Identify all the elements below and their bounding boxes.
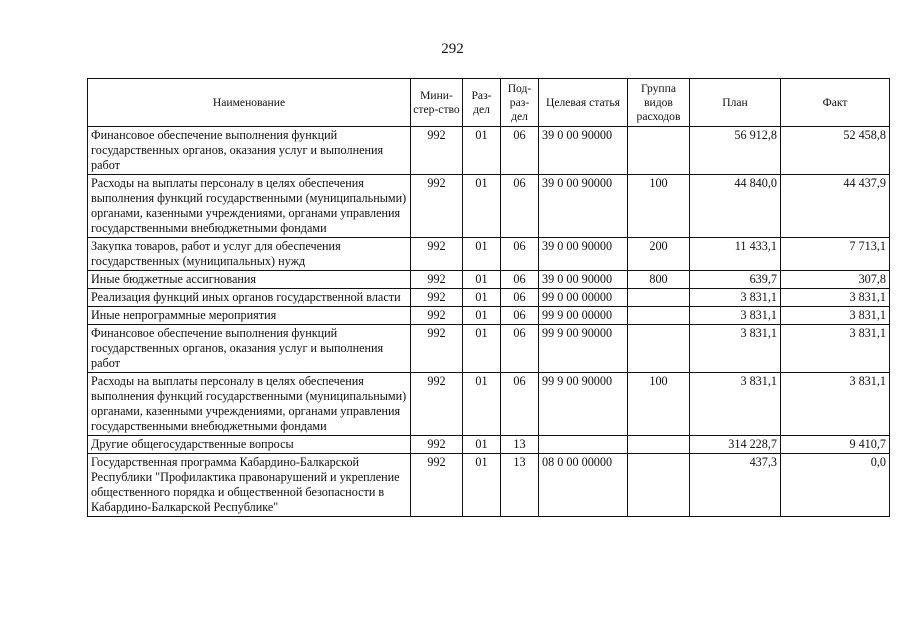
- cell-ministry: 992: [411, 454, 463, 517]
- cell-ministry: 992: [411, 307, 463, 325]
- cell-group: [628, 289, 690, 307]
- cell-plan: 11 433,1: [690, 238, 781, 271]
- cell-group: [628, 307, 690, 325]
- table-body: [88, 127, 890, 517]
- header-name: Наименование: [88, 79, 411, 127]
- cell-fact: 3 831,1: [781, 325, 890, 373]
- cell-name: Закупка товаров, работ и услуг для обеспечения государственных (муниципальных) нужд: [88, 238, 411, 271]
- header-subsection: Под-раз-дел: [501, 79, 539, 127]
- cell-subsection: 06: [501, 175, 539, 238]
- table-row: [88, 373, 890, 436]
- cell-subsection: 06: [501, 373, 539, 436]
- cell-section: 01: [463, 127, 501, 175]
- cell-section: 01: [463, 454, 501, 517]
- cell-section: 01: [463, 238, 501, 271]
- cell-section: 01: [463, 373, 501, 436]
- cell-target: 08 0 00 00000: [539, 454, 628, 517]
- cell-name: Государственная программа Кабардино-Балкарской Республики "Профилактика правонарушений и укрепление общественного порядка и общественной безопасности в Кабардино-Балкарской Республике": [88, 454, 411, 517]
- cell-name: Иные непрограммные мероприятия: [88, 307, 411, 325]
- cell-group: [628, 454, 690, 517]
- cell-ministry: 992: [411, 436, 463, 454]
- cell-subsection: 06: [501, 307, 539, 325]
- cell-section: 01: [463, 175, 501, 238]
- cell-subsection: 06: [501, 127, 539, 175]
- cell-plan: 3 831,1: [690, 325, 781, 373]
- cell-section: 01: [463, 289, 501, 307]
- cell-plan: 314 228,7: [690, 436, 781, 454]
- header-section: Раз-дел: [463, 79, 501, 127]
- table-row: [88, 307, 890, 325]
- cell-fact: 3 831,1: [781, 307, 890, 325]
- table-row: [88, 325, 890, 373]
- cell-group: [628, 436, 690, 454]
- cell-section: 01: [463, 307, 501, 325]
- cell-plan: 44 840,0: [690, 175, 781, 238]
- cell-subsection: 06: [501, 325, 539, 373]
- cell-fact: 0,0: [781, 454, 890, 517]
- cell-ministry: 992: [411, 271, 463, 289]
- table-row: [88, 289, 890, 307]
- table-row: [88, 127, 890, 175]
- cell-subsection: 06: [501, 238, 539, 271]
- header-plan: План: [690, 79, 781, 127]
- cell-ministry: 992: [411, 289, 463, 307]
- cell-section: 01: [463, 436, 501, 454]
- cell-group: 100: [628, 373, 690, 436]
- cell-plan: 639,7: [690, 271, 781, 289]
- table-row: [88, 238, 890, 271]
- cell-plan: 437,3: [690, 454, 781, 517]
- cell-name: Другие общегосударственные вопросы: [88, 436, 411, 454]
- table-row: [88, 454, 890, 517]
- cell-group: 800: [628, 271, 690, 289]
- table-row: [88, 271, 890, 289]
- cell-fact: 3 831,1: [781, 289, 890, 307]
- cell-section: 01: [463, 271, 501, 289]
- cell-name: Финансовое обеспечение выполнения функций государственных органов, оказания услуг и выполнения работ: [88, 127, 411, 175]
- cell-target: 99 0 00 00000: [539, 289, 628, 307]
- table-header-row: [88, 79, 890, 127]
- cell-target: 99 9 00 90000: [539, 325, 628, 373]
- cell-name: Реализация функций иных органов государственной власти: [88, 289, 411, 307]
- page-number: 292: [441, 41, 464, 57]
- cell-name: Финансовое обеспечение выполнения функций государственных органов, оказания услуг и выполнения работ: [88, 325, 411, 373]
- table-row: [88, 175, 890, 238]
- cell-subsection: 13: [501, 454, 539, 517]
- cell-plan: 3 831,1: [690, 289, 781, 307]
- header-ministry: Мини-стер-ство: [411, 79, 463, 127]
- cell-plan: 56 912,8: [690, 127, 781, 175]
- cell-plan: 3 831,1: [690, 373, 781, 436]
- cell-subsection: 13: [501, 436, 539, 454]
- cell-target: 39 0 00 90000: [539, 175, 628, 238]
- cell-fact: 307,8: [781, 271, 890, 289]
- cell-group: [628, 325, 690, 373]
- cell-target: 39 0 00 90000: [539, 127, 628, 175]
- cell-fact: 52 458,8: [781, 127, 890, 175]
- table-row: [88, 436, 890, 454]
- cell-target: [539, 436, 628, 454]
- cell-target: 39 0 00 90000: [539, 238, 628, 271]
- header-target: Целевая статья: [539, 79, 628, 127]
- cell-ministry: 992: [411, 238, 463, 271]
- cell-target: 39 0 00 90000: [539, 271, 628, 289]
- header-group: Группа видов расходов: [628, 79, 690, 127]
- cell-section: 01: [463, 325, 501, 373]
- cell-subsection: 06: [501, 289, 539, 307]
- cell-fact: 9 410,7: [781, 436, 890, 454]
- cell-subsection: 06: [501, 271, 539, 289]
- cell-fact: 7 713,1: [781, 238, 890, 271]
- cell-fact: 3 831,1: [781, 373, 890, 436]
- cell-group: [628, 127, 690, 175]
- cell-target: 99 9 00 90000: [539, 373, 628, 436]
- cell-ministry: 992: [411, 175, 463, 238]
- header-fact: Факт: [781, 79, 890, 127]
- cell-ministry: 992: [411, 127, 463, 175]
- cell-target: 99 9 00 00000: [539, 307, 628, 325]
- cell-group: 100: [628, 175, 690, 238]
- cell-name: Расходы на выплаты персоналу в целях обеспечения выполнения функций государственными (муниципальными) органами, казенными учреждениями, органами управления государственными внебюджетными фондами: [88, 175, 411, 238]
- budget-table: [87, 78, 890, 517]
- cell-plan: 3 831,1: [690, 307, 781, 325]
- cell-name: Иные бюджетные ассигнования: [88, 271, 411, 289]
- cell-group: 200: [628, 238, 690, 271]
- cell-ministry: 992: [411, 373, 463, 436]
- cell-fact: 44 437,9: [781, 175, 890, 238]
- cell-ministry: 992: [411, 325, 463, 373]
- cell-name: Расходы на выплаты персоналу в целях обеспечения выполнения функций государственными (муниципальными) органами, казенными учреждениями, органами управления государственными внебюджетными фондами: [88, 373, 411, 436]
